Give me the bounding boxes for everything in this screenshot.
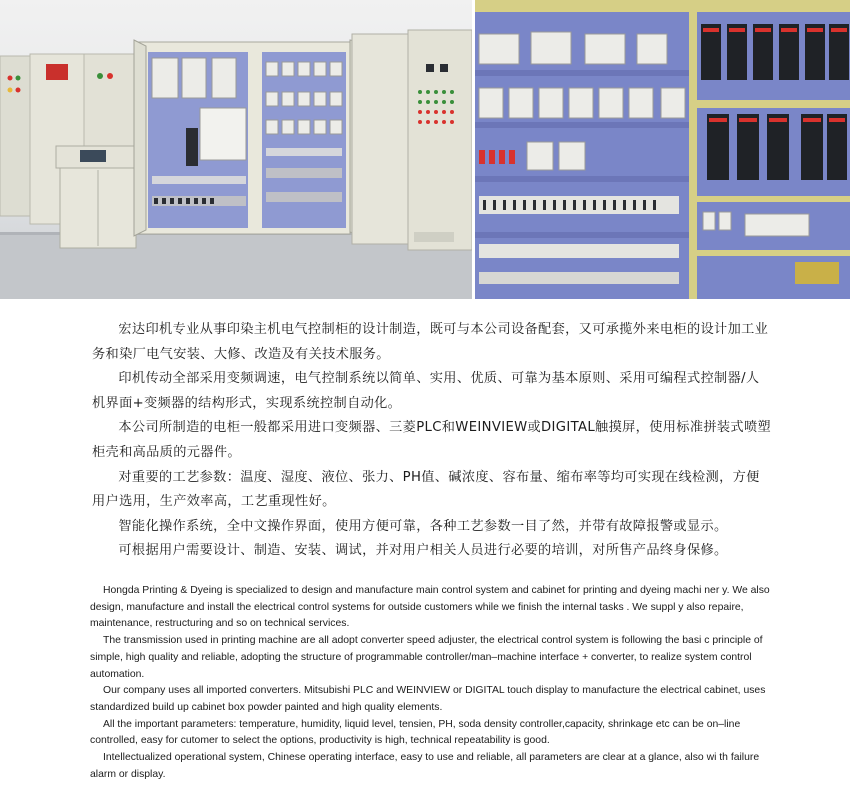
en-paragraph: Intellectualized operational system, Chinese operating interface, easy to use and reliable, all parameters are clear at a glance, also wi th failure alarm or display. [90, 752, 760, 780]
photo-band [0, 0, 850, 299]
cn-paragraph: 可根据用户需要设计、制造、安装、调试，并对用户相关人员进行必要的培训，对所售产品终身保修。 [118, 543, 728, 559]
cn-paragraph: 宏达印机专业从事印染主机电气控制柜的设计制造，既可与本公司设备配套，又可承揽外来电柜的设计加工业务和染厂电气安装、大修、改造及有关技术服务。 [92, 322, 769, 362]
en-paragraph: Our company uses all imported converters. Mitsubishi PLC and WEINVIEW or DIGITAL touch display to manufacture the electrical cabinet, uses standardized build up cabinet box powder painted and high quality elements. [90, 685, 766, 713]
cn-paragraph: 智能化操作系统，全中文操作界面，使用方便可靠，各种工艺参数一目了然，并带有故障报警或显示。 [118, 518, 728, 534]
cabinet-room-illustration [0, 0, 472, 299]
en-paragraph: All the important parameters: temperature, humidity, liquid level, tensien, PH, soda density controller,capacity, shrinkage etc can be on–line controlled, easy for cutomer to select the options, productivity is high, technical repeatability is good. [90, 718, 741, 747]
english-description [90, 583, 780, 783]
chinese-description [92, 318, 772, 564]
control-cabinet-room-photo [0, 0, 472, 299]
cn-paragraph: 印机传动全部采用变频调速，电气控制系统以简单、实用、优质、可靠为基本原则、采用可编程式控制器/人机界面+变频器的结构形式，实现系统控制自动化。 [92, 371, 760, 411]
cabinet-interior-closeup-photo [475, 0, 850, 299]
cn-paragraph: 本公司所制造的电柜一般都采用进口变频器、三菱PLC和WEINVIEW或DIGITAL触摸屏，使用标准拼装式喷塑柜壳和高品质的元器件。 [92, 420, 772, 460]
cabinet-interior-illustration [475, 0, 850, 299]
en-paragraph: The transmission used in printing machine are all adopt converter speed adjuster, the electrical control system is following the basi c principle of simple, high quality and reliable, adopting the structure of programmable controller/man–machine interface + converter, to realize system control automation. [90, 635, 763, 680]
cn-paragraph: 对重要的工艺参数：温度、湿度、液位、张力、PH值、碱浓度、容布量、缩布率等均可实现在线检测，方便用户选用，生产效率高，工艺重现性好。 [92, 469, 760, 510]
en-paragraph: Hongda Printing & Dyeing is specialized to design and manufacture main control system and cabinet for printing and dyeing machi ner y. We also design, manufacture and install the electrical control systems for outside customers while we finish the internal tasks . We suppl y also repaire, maintenance, restructuring and so on technical services. [90, 585, 770, 630]
